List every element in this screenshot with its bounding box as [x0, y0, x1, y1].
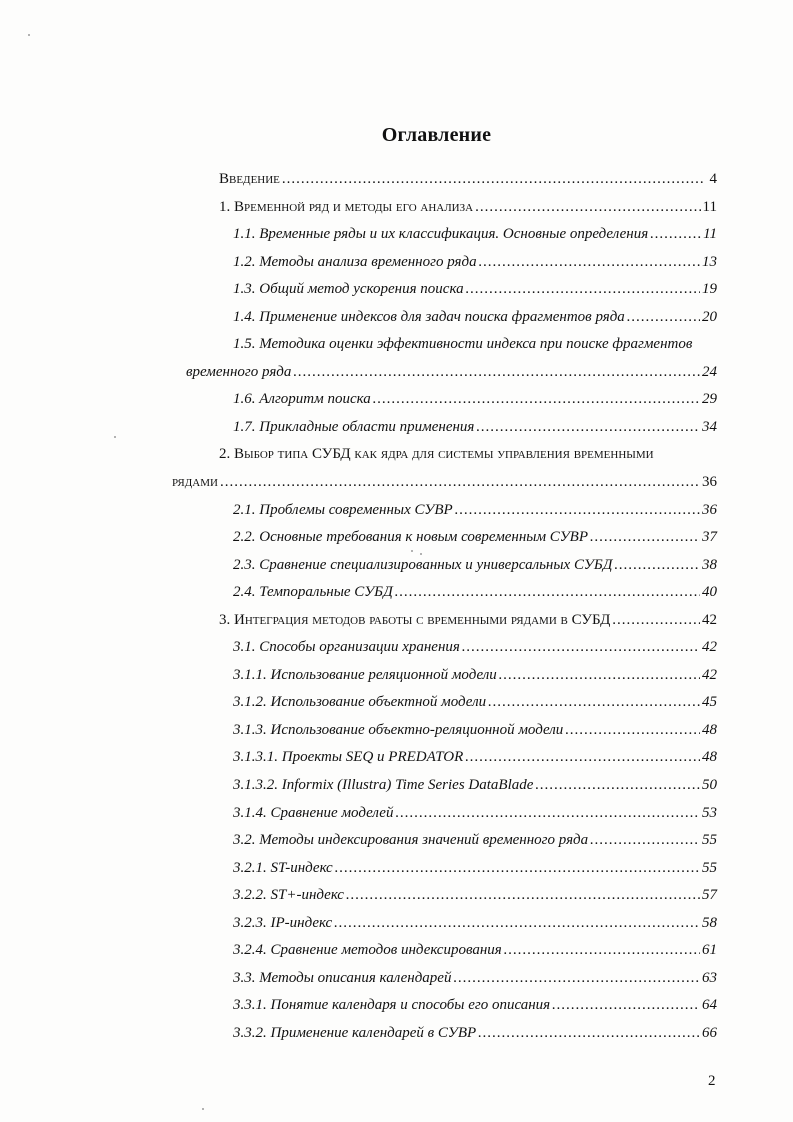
toc-entry-page: 55 — [702, 832, 717, 849]
toc-entry-title-continued: рядами — [172, 474, 218, 491]
toc-entry-title: 1.6. Алгоритм поиска — [233, 391, 371, 408]
dot-leader — [614, 552, 700, 580]
toc-entry-3-3-2[interactable] — [0, 1020, 793, 1048]
scan-speck — [420, 553, 422, 555]
toc-entry-1-6[interactable] — [0, 386, 793, 414]
scan-speck — [202, 1108, 204, 1110]
toc-entry-page: 29 — [702, 391, 717, 408]
dot-leader — [488, 689, 700, 717]
dot-leader — [476, 414, 700, 442]
scan-speck — [411, 550, 413, 552]
dot-leader — [465, 744, 700, 772]
toc-entry-page: 42 — [702, 639, 717, 656]
dot-leader — [395, 579, 700, 607]
toc-entry-1-1[interactable] — [0, 221, 793, 249]
toc-entry-title: 3.1.4. Сравнение моделей — [233, 804, 394, 821]
toc-entry-3-2-3[interactable] — [0, 910, 793, 938]
toc-entry-page: 20 — [702, 308, 717, 325]
dot-leader — [395, 800, 700, 828]
dot-leader — [466, 276, 700, 304]
toc-entry-title: 3.3.2. Применение календарей в СУВР — [233, 1024, 477, 1041]
toc-entry-page: 36 — [702, 501, 717, 518]
toc-entry-page: 24 — [702, 363, 717, 380]
dot-leader — [565, 717, 700, 745]
toc-entry-page: 66 — [702, 1024, 717, 1041]
toc-entry-title: 1.7. Прикладные области применения — [233, 418, 475, 435]
page-title: Оглавление — [381, 124, 492, 146]
toc-entry-3-2-4[interactable] — [0, 937, 793, 965]
toc-entry-3-2[interactable] — [0, 827, 793, 855]
toc-entry-page: 50 — [702, 777, 717, 794]
toc-entry-1-4[interactable] — [0, 304, 793, 332]
toc-entry-page: 42 — [702, 611, 717, 628]
toc-entry-page: 19 — [702, 281, 717, 298]
toc-entry-title: 3.3.1. Понятие календаря и способы его описания — [233, 997, 551, 1014]
toc-entry-title: 3.1. Способы организации хранения — [233, 639, 460, 656]
toc-entry-title: 3.1.3.1. Проекты SEQ и PREDATOR — [233, 749, 464, 766]
toc-entry-title: 1.3. Общий метод ускорения поиска — [233, 281, 464, 298]
toc-entry-page: 53 — [702, 804, 717, 821]
toc-entry-page: 63 — [702, 969, 717, 986]
dot-leader — [475, 194, 700, 222]
toc-entry-page: 45 — [702, 694, 717, 711]
toc-entry-title: 1.2. Методы анализа временного ряда — [233, 253, 477, 270]
toc-entry-title: 3.2.1. ST-индекс — [233, 859, 333, 876]
toc-entry-title: 2. Выбор типа СУБД как ядра для системы управления временными — [219, 446, 654, 463]
toc-entry-page: 55 — [702, 859, 717, 876]
toc-entry-2-2[interactable] — [0, 524, 793, 552]
dot-leader — [293, 359, 700, 387]
dot-leader — [373, 386, 700, 414]
toc-entry-page: 36 — [702, 474, 717, 491]
toc-entry-3-1-3-1[interactable] — [0, 744, 793, 772]
toc-entry-chapter-1[interactable] — [0, 194, 793, 222]
toc-entry-title: 3.2. Методы индексирования значений временного ряда — [233, 832, 589, 849]
toc-entry-1-5-line-2[interactable] — [0, 359, 793, 387]
toc-entry-3-2-2[interactable] — [0, 882, 793, 910]
toc-entry-1-3[interactable] — [0, 276, 793, 304]
toc-entry-title: 3. Интеграция методов работы с временными рядами в СУБД — [219, 611, 611, 628]
toc-entry-3-3[interactable] — [0, 965, 793, 993]
toc-entry-1-5-line-1[interactable] — [0, 331, 793, 359]
dot-leader — [346, 882, 700, 910]
toc-entry-chapter-3[interactable] — [0, 607, 793, 635]
dot-leader — [612, 607, 700, 635]
toc-entry-title: 2.3. Сравнение специализированных и универсальных СУБД — [233, 556, 613, 573]
toc-entry-title: 3.1.2. Использование объектной модели — [233, 694, 487, 711]
toc-entry-page: 11 — [703, 226, 717, 243]
toc-entry-title: 3.2.4. Сравнение методов индексирования — [233, 942, 502, 959]
toc-entry-page: 64 — [702, 997, 717, 1014]
dot-leader — [590, 524, 700, 552]
toc-entry-page: 57 — [702, 887, 717, 904]
toc-entry-1-2[interactable] — [0, 249, 793, 277]
toc-entry-chapter-2-line-1[interactable] — [0, 441, 793, 469]
toc-entry-3-1-1[interactable] — [0, 662, 793, 690]
toc-entry-3-1-2[interactable] — [0, 689, 793, 717]
dot-leader — [552, 992, 700, 1020]
toc-entry-page: 58 — [702, 914, 717, 931]
toc-entry-page: 13 — [702, 253, 717, 270]
toc-entry-title: 1. Временной ряд и методы его анализа — [219, 198, 474, 215]
toc-entry-page: 4 — [709, 171, 717, 187]
toc-entry-2-3[interactable] — [0, 552, 793, 580]
toc-entry-title: 2.1. Проблемы современных СУВР — [233, 501, 453, 518]
dot-leader — [455, 497, 700, 525]
toc-entry-title: 3.2.3. IP-индекс — [233, 914, 333, 931]
toc-entry-title: 3.1.3. Использование объектно-реляционной модели — [233, 721, 564, 738]
toc-entry-3-1-4[interactable] — [0, 800, 793, 828]
table-of-contents — [0, 166, 793, 1048]
dot-leader — [590, 827, 700, 855]
toc-entry-page: 48 — [702, 721, 717, 738]
dot-leader — [478, 1020, 700, 1048]
toc-entry-3-2-1[interactable] — [0, 855, 793, 883]
dot-leader — [220, 469, 700, 497]
toc-entry-1-7[interactable] — [0, 414, 793, 442]
toc-entry-3-1-3-2[interactable] — [0, 772, 793, 800]
dot-leader — [479, 249, 700, 277]
toc-entry-title: Введение — [219, 171, 280, 187]
toc-entry-page: 38 — [702, 556, 717, 573]
toc-entry-page: 34 — [702, 418, 717, 435]
toc-entry-title: 3.2.2. ST+-индекс — [233, 887, 344, 904]
toc-entry-title: 3.1.3.2. Informix (Illustra) Time Series DataBlade — [233, 777, 534, 794]
toc-entry-page: 42 — [702, 666, 717, 683]
dot-leader — [504, 937, 700, 965]
dot-leader — [282, 166, 703, 194]
toc-entry-title: 1.4. Применение индексов для задач поиска фрагментов ряда — [233, 308, 625, 325]
dot-leader — [627, 304, 700, 332]
toc-entry-2-1[interactable] — [0, 497, 793, 525]
toc-entry-page: 37 — [702, 529, 717, 546]
toc-entry-chapter-2-line-2[interactable] — [0, 469, 793, 497]
toc-entry-title: 1.5. Методика оценки эффективности индекса при поиске фрагментов — [233, 336, 693, 353]
toc-entry-page: 40 — [702, 584, 717, 601]
toc-entry-title: 2.2. Основные требования к новым современным СУВР — [233, 529, 589, 546]
scan-speck — [28, 34, 30, 36]
toc-entry-title: 3.3. Методы описания календарей — [233, 969, 452, 986]
toc-entry-page: 48 — [702, 749, 717, 766]
toc-entry-page: 11 — [702, 198, 717, 215]
toc-entry-3-1[interactable] — [0, 634, 793, 662]
dot-leader — [650, 221, 701, 249]
dot-leader — [499, 662, 700, 690]
toc-entry-title: 1.1. Временные ряды и их классификация. Основные определения — [233, 226, 649, 243]
toc-entry-3-3-1[interactable] — [0, 992, 793, 1020]
dot-leader — [453, 965, 700, 993]
toc-entry-title: 3.1.1. Использование реляционной модели — [233, 666, 497, 683]
dot-leader — [334, 910, 700, 938]
toc-entry-page: 61 — [702, 942, 717, 959]
toc-entry-title: 2.4. Темпоральные СУБД — [233, 584, 393, 601]
dot-leader — [335, 855, 700, 883]
page-number: 2 — [708, 1073, 716, 1089]
toc-entry-introduction[interactable] — [0, 166, 793, 194]
toc-entry-title-continued: временного ряда — [186, 363, 292, 380]
dot-leader — [462, 634, 700, 662]
toc-entry-2-4[interactable] — [0, 579, 793, 607]
dot-leader — [535, 772, 700, 800]
scan-speck — [114, 436, 116, 438]
toc-entry-3-1-3[interactable] — [0, 717, 793, 745]
